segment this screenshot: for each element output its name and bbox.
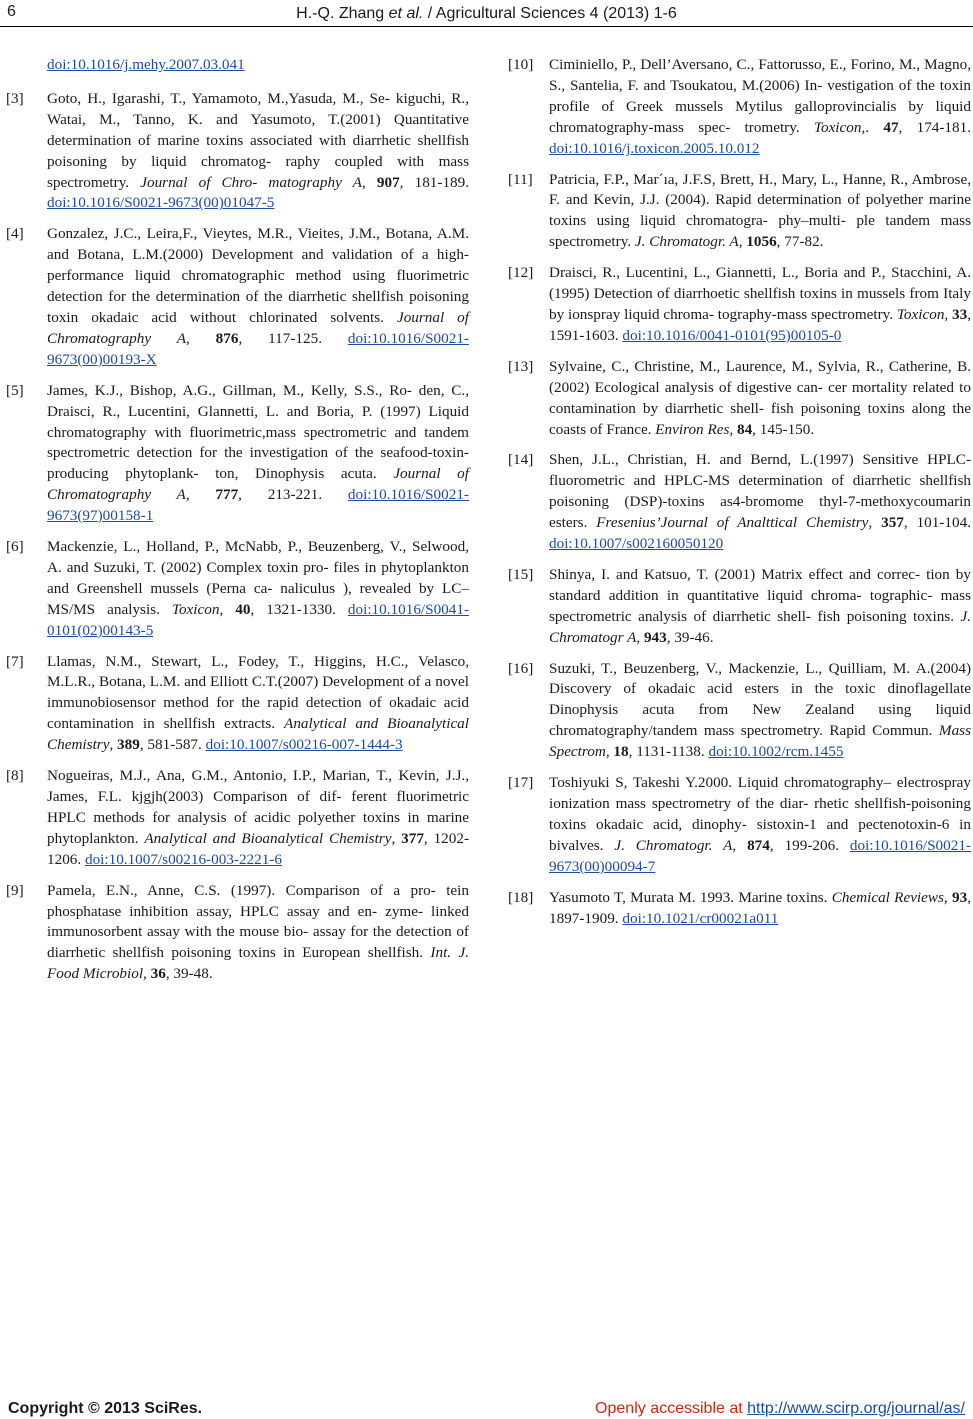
reference-authors-title: Draisci, R., Lucentini, L., Giannetti, L., Boria and P., Stacchini, A. (1995) Detection of diarrhoetic shellfish toxins in mussels from Italy by ionspray liquid chroma- tography-mass spectrometry. bbox=[549, 264, 971, 323]
reference-volume: 84 bbox=[736, 420, 753, 438]
reference-authors-title: Gonzalez, J.C., Leira,F., Vieytes, M.R., Vieites, J.M., Botana, A.M. and Botana, L.M.(2000) Development and validation of a high- performance liquid chromatographic method using fluorimetric detection for the determination of the diarrhetic shellfish poisoning toxin okadaic acid without chlorinated solvents. bbox=[47, 225, 469, 326]
reference-journal: Analytical and Bioanalytical Chemistry bbox=[144, 829, 392, 847]
reference-item bbox=[6, 381, 469, 527]
reference-journal: Journal of Chro- matography A bbox=[140, 173, 362, 191]
reference-volume: 874 bbox=[747, 836, 770, 854]
reference-text bbox=[47, 881, 469, 986]
reference-journal: J. Chromatogr A bbox=[549, 607, 971, 646]
running-head-suffix: / Agricultural Sciences 4 (2013) 1-6 bbox=[423, 5, 677, 22]
reference-number: [18] bbox=[508, 888, 534, 906]
reference-pages: , 117-125. bbox=[238, 329, 348, 347]
reference-item bbox=[6, 224, 469, 370]
reference-number: [10] bbox=[508, 56, 534, 73]
reference-volume: 40 bbox=[235, 600, 251, 618]
reference-separator: , bbox=[219, 600, 236, 618]
reference-separator: , bbox=[636, 628, 644, 646]
reference-pages: , 1897-1909. bbox=[549, 888, 972, 927]
reference-text bbox=[549, 55, 971, 160]
reference-pages: , 181-189. bbox=[399, 173, 470, 191]
reference-journal: Environ Res bbox=[655, 420, 730, 438]
reference-authors-title: Goto, H., Igarashi, T., Yamamoto, M.,Yasuda, M., Se- kiguchi, R., Watai, M., Tanno, K. and Yasumoto, T.(2001) Quantitative determination of marine toxins associated with diarrhetic shellfish poisoning by liquid chromatog- raphy coupled with mass spectrometry. bbox=[47, 89, 469, 191]
reference-authors-title: James, K.J., Bishop, A.G., Gillman, M., Kelly, S.S., Ro- den, C., Draisci, R., Lucentini, Glannetti, L. and Boria, P. (1997) Liquid chromatography with fluorimetric,mass spectrometric and tandem spectrometric detection for the investigation of the seafood-toxin-producing phytoplank- ton, Dinophysis acuta. bbox=[47, 381, 469, 483]
reference-item bbox=[508, 357, 971, 441]
running-head-prefix: H.-Q. Zhang bbox=[296, 5, 389, 22]
carryover-doi-link[interactable]: doi:10.1016/j.mehy.2007.03.041 bbox=[47, 56, 245, 73]
reference-number: [4] bbox=[6, 225, 24, 243]
reference-volume: 357 bbox=[881, 514, 904, 532]
reference-journal: Journal of Chromatography A bbox=[47, 308, 469, 347]
reference-journal: Int. J. Food Microbiol bbox=[47, 944, 469, 983]
reference-separator: , bbox=[109, 736, 118, 754]
reference-text bbox=[47, 766, 469, 871]
reference-doi-link[interactable]: doi:10.1007/s00216-007-1444-3 bbox=[205, 736, 403, 754]
reference-volume: 1056 bbox=[746, 233, 777, 251]
reference-item bbox=[6, 537, 469, 642]
reference-authors-title: Sylvaine, C., Christine, M., Laurence, M., Sylvia, R., Catherine, B.(2002) Ecological analysis of digestive can- cer mortality related to contamination by diarrhetic shell- fish poisoning toxins along the coasts of France. bbox=[549, 357, 971, 438]
reference-text bbox=[549, 773, 971, 878]
reference-text bbox=[549, 450, 971, 555]
reference-volume: 943 bbox=[643, 628, 667, 646]
reference-text bbox=[47, 224, 469, 370]
reference-pages: , 1131-1138. bbox=[628, 743, 709, 761]
reference-pages: , 1591-1603. bbox=[549, 305, 972, 344]
reference-doi-link[interactable]: doi:10.1002/rcm.1455 bbox=[708, 743, 844, 761]
reference-pages: , 199-206. bbox=[769, 836, 850, 854]
reference-text bbox=[549, 565, 971, 649]
reference-authors-title: Patricia, F.P., Mar´ıa, J.F.S, Brett, H., Mary, L., Hanne, R., Ambrose, F. and Kevin, J.J. (2004). Rapid determination of polyether marine toxins using liquid chromatogra- phy–multi- ple tandem mass spectrometry. bbox=[549, 170, 971, 251]
reference-item bbox=[508, 565, 971, 649]
reference-separator bbox=[190, 486, 216, 503]
journal-url-link[interactable]: http://www.scirp.org/journal/as/ bbox=[747, 1400, 965, 1417]
reference-item bbox=[508, 55, 971, 160]
reference-separator: , bbox=[868, 514, 882, 532]
reference-pages: , 1202-1206. bbox=[47, 829, 469, 868]
reference-item bbox=[6, 766, 469, 871]
reference-doi-link[interactable]: doi:10.1007/s00216-003-2221-6 bbox=[84, 850, 282, 868]
reference-pages: , 145-150. bbox=[752, 420, 815, 438]
reference-volume: 47 bbox=[883, 118, 899, 136]
reference-separator: , bbox=[605, 743, 614, 761]
reference-pages: , 101-104. bbox=[903, 514, 971, 532]
reference-text bbox=[549, 357, 971, 441]
open-access-note bbox=[595, 1400, 965, 1418]
reference-number: [12] bbox=[508, 264, 534, 282]
reference-doi-link[interactable]: doi:10.1016/S0021-9673(97)00158-1 bbox=[47, 486, 469, 525]
reference-journal: J. Chromatogr. A bbox=[634, 233, 739, 251]
reference-journal: Fresenius’Journal of Analttical Chemistry bbox=[596, 514, 869, 532]
reference-item bbox=[6, 652, 469, 757]
reference-volume: 93 bbox=[952, 888, 968, 906]
reference-number: [13] bbox=[508, 357, 534, 375]
reference-text bbox=[47, 381, 469, 527]
reference-item bbox=[508, 773, 971, 878]
reference-pages: , 213-221. bbox=[238, 486, 348, 504]
reference-pages: , 1321-1330. bbox=[250, 600, 348, 618]
reference-separator: , bbox=[391, 829, 402, 847]
reference-volume: 377 bbox=[401, 829, 424, 847]
reference-volume: 389 bbox=[117, 736, 140, 754]
reference-number: [7] bbox=[6, 652, 24, 670]
reference-number: [14] bbox=[508, 451, 534, 469]
reference-authors-title: Suzuki, T., Beuzenberg, V., Mackenzie, L., Quilliam, M. A.(2004) Discovery of okadaic acid esters in the toxic dinoflagellate Dinophysis acuta from New Zealand using liquid chromatography/tandem mass spectrometry. Rapid Commun. bbox=[549, 659, 971, 740]
reference-authors-title: Pamela, E.N., Anne, C.S. (1997). Comparison of a pro- tein phosphatase inhibition assay, HPLC assay and en- zyme- linked immunosorbent assay with the mouse bio- assay for the detection of diarrhetic shellfish poisoning toxins in European shellfish. bbox=[47, 881, 469, 962]
reference-separator: , bbox=[185, 329, 216, 347]
reference-volume: 36 bbox=[150, 965, 166, 983]
reference-journal: Analytical and Bioanalytical Chemistry bbox=[47, 715, 469, 754]
page-header bbox=[0, 0, 973, 30]
carryover-reference-doi-line bbox=[6, 55, 469, 76]
reference-journal: Chemical Reviews, bbox=[831, 888, 948, 906]
reference-journal: Journal of Chromatography A, bbox=[47, 465, 469, 504]
reference-authors-title: Ciminiello, P., Dell’Aversano, C., Fattorusso, E., Forino, M., Magno, S., Santelia, F. and Tsoukatou, M.(2006) In- vestigation of the toxin profile of Greek mussels Mytilus galloprovincialis by liquid chromatography-mass spec- trometry. bbox=[549, 56, 971, 136]
reference-number: [8] bbox=[6, 767, 24, 785]
reference-doi-link[interactable]: doi:10.1016/S0021-9673(00)00094-7 bbox=[549, 836, 971, 875]
reference-pages: , 581-587. bbox=[139, 736, 206, 754]
copyright-notice: Copyright © 2013 SciRes. bbox=[8, 1400, 203, 1417]
reference-number: [17] bbox=[508, 774, 534, 792]
reference-journal: Toxicon bbox=[171, 600, 220, 618]
reference-authors-title: Llamas, N.M., Stewart, L., Fodey, T., Higgins, H.C., Velasco, M.L.R., Botana, L.M. and Elliott C.T.(2007) Development of a novel immunobiosensor method for the rapid detection of okadaic acid contamination in shellfish extracts. bbox=[47, 652, 469, 733]
reference-separator: , bbox=[732, 836, 748, 854]
reference-volume: 777 bbox=[215, 486, 239, 504]
reference-pages: , 77-82. bbox=[776, 233, 824, 251]
reference-authors-title: Toshiyuki S, Takeshi Y.2000. Liquid chromatography– electrospray ionization mass spectrometry of the diar- rhetic shellfish-poisoning toxins okadaic acid, dinophy- sistoxin-1 and pectenotoxin-6 in bivalves. bbox=[549, 774, 971, 854]
reference-text bbox=[549, 659, 971, 764]
reference-item bbox=[6, 89, 469, 214]
reference-text bbox=[549, 888, 971, 930]
reference-doi-link[interactable]: doi:10.1016/j.toxicon.2005.10.012 bbox=[549, 139, 760, 157]
page-number: 6 bbox=[7, 3, 16, 20]
reference-pages: , 174-181. bbox=[898, 118, 972, 136]
reference-number: [15] bbox=[508, 565, 534, 583]
reference-separator: , bbox=[729, 420, 737, 438]
reference-number: [5] bbox=[6, 381, 24, 399]
reference-number: [16] bbox=[508, 659, 534, 677]
reference-separator: . bbox=[865, 118, 884, 136]
reference-separator: , bbox=[143, 965, 151, 983]
reference-item bbox=[6, 881, 469, 986]
reference-volume: 18 bbox=[613, 743, 629, 761]
reference-text bbox=[47, 537, 469, 642]
reference-item bbox=[508, 888, 971, 930]
reference-text bbox=[549, 263, 971, 347]
reference-text bbox=[549, 170, 971, 254]
reference-doi-link[interactable]: doi:10.1016/0041-0101(95)00105-0 bbox=[622, 326, 842, 344]
reference-authors-title: Shinya, I. and Katsuo, T. (2001) Matrix effect and correc- tion by standard addition in quantitative liquid chroma- tographic- mass spectrometric analysis of diarrhetic shell- fish poisoning toxins. bbox=[549, 565, 971, 625]
reference-volume: 907 bbox=[376, 173, 400, 191]
reference-item bbox=[508, 450, 971, 555]
reference-doi-link[interactable]: doi:10.1016/S0021-9673(00)01047-5 bbox=[47, 194, 275, 212]
reference-number: [11] bbox=[508, 170, 533, 188]
reference-separator: , bbox=[361, 173, 377, 191]
reference-item bbox=[508, 170, 971, 254]
reference-doi-link[interactable]: doi:10.1016/S0021-9673(00)00193-X bbox=[47, 329, 469, 368]
reference-pages: , 39-46. bbox=[666, 628, 714, 646]
reference-authors-title: Mackenzie, L., Holland, P., McNabb, P., Beuzenberg, V., Selwood, A. and Suzuki, T. (2002) Complex toxin pro- files in phytoplankton and Greenshell mussels (Perna ca- naliculus ), revealed by LC–MS/MS analysis. bbox=[47, 538, 469, 618]
reference-number: [9] bbox=[6, 881, 24, 899]
running-head-etal: et al. bbox=[388, 5, 424, 22]
reference-doi-link[interactable]: doi:10.1007/s002160050120 bbox=[549, 535, 724, 553]
references-right-column bbox=[508, 55, 971, 939]
page-footer bbox=[0, 1398, 973, 1419]
running-head bbox=[0, 5, 973, 23]
reference-journal: Toxicon, bbox=[896, 305, 949, 323]
reference-item bbox=[508, 659, 971, 764]
reference-journal: Mass Spectrom bbox=[549, 722, 971, 761]
reference-doi-link[interactable]: doi:10.1021/cr00021a011 bbox=[622, 909, 779, 927]
reference-volume: 33 bbox=[952, 305, 968, 323]
references-left-column bbox=[6, 55, 469, 995]
reference-journal: Toxicon, bbox=[813, 118, 866, 136]
reference-authors-title: Yasumoto T, Murata M. 1993. Marine toxins. bbox=[549, 888, 832, 906]
header-rule bbox=[0, 26, 973, 27]
reference-text bbox=[47, 89, 469, 214]
reference-authors-title: Shen, J.L., Christian, H. and Bernd, L.(1997) Sensitive HPLC- fluorometric and HPLC-MS determination of diarrhetic shellfish poisoning (DSP)-toxins as4-bromome thyl-7-methoxycoumarin esters. bbox=[549, 451, 971, 532]
reference-separator: , bbox=[738, 233, 747, 251]
reference-authors-title: Nogueiras, M.J., Ana, G.M., Antonio, I.P., Marian, T., Kevin, J.J., James, F.L. kjgjh(2003) Comparison of dif- ferent fluorimetric HPLC methods for analysis of acidic polyether toxins in marine phytoplankton. bbox=[47, 767, 469, 847]
reference-pages: , 39-48. bbox=[165, 965, 213, 983]
reference-journal: J. Chromatogr. A bbox=[614, 836, 733, 854]
reference-doi-link[interactable]: doi:10.1016/S0041-0101(02)00143-5 bbox=[47, 600, 470, 639]
open-access-label: Openly accessible at bbox=[595, 1400, 748, 1417]
reference-volume: 876 bbox=[215, 329, 239, 347]
reference-text bbox=[47, 652, 469, 757]
reference-item bbox=[508, 263, 971, 347]
reference-number: [3] bbox=[6, 89, 24, 107]
reference-number: [6] bbox=[6, 538, 24, 556]
